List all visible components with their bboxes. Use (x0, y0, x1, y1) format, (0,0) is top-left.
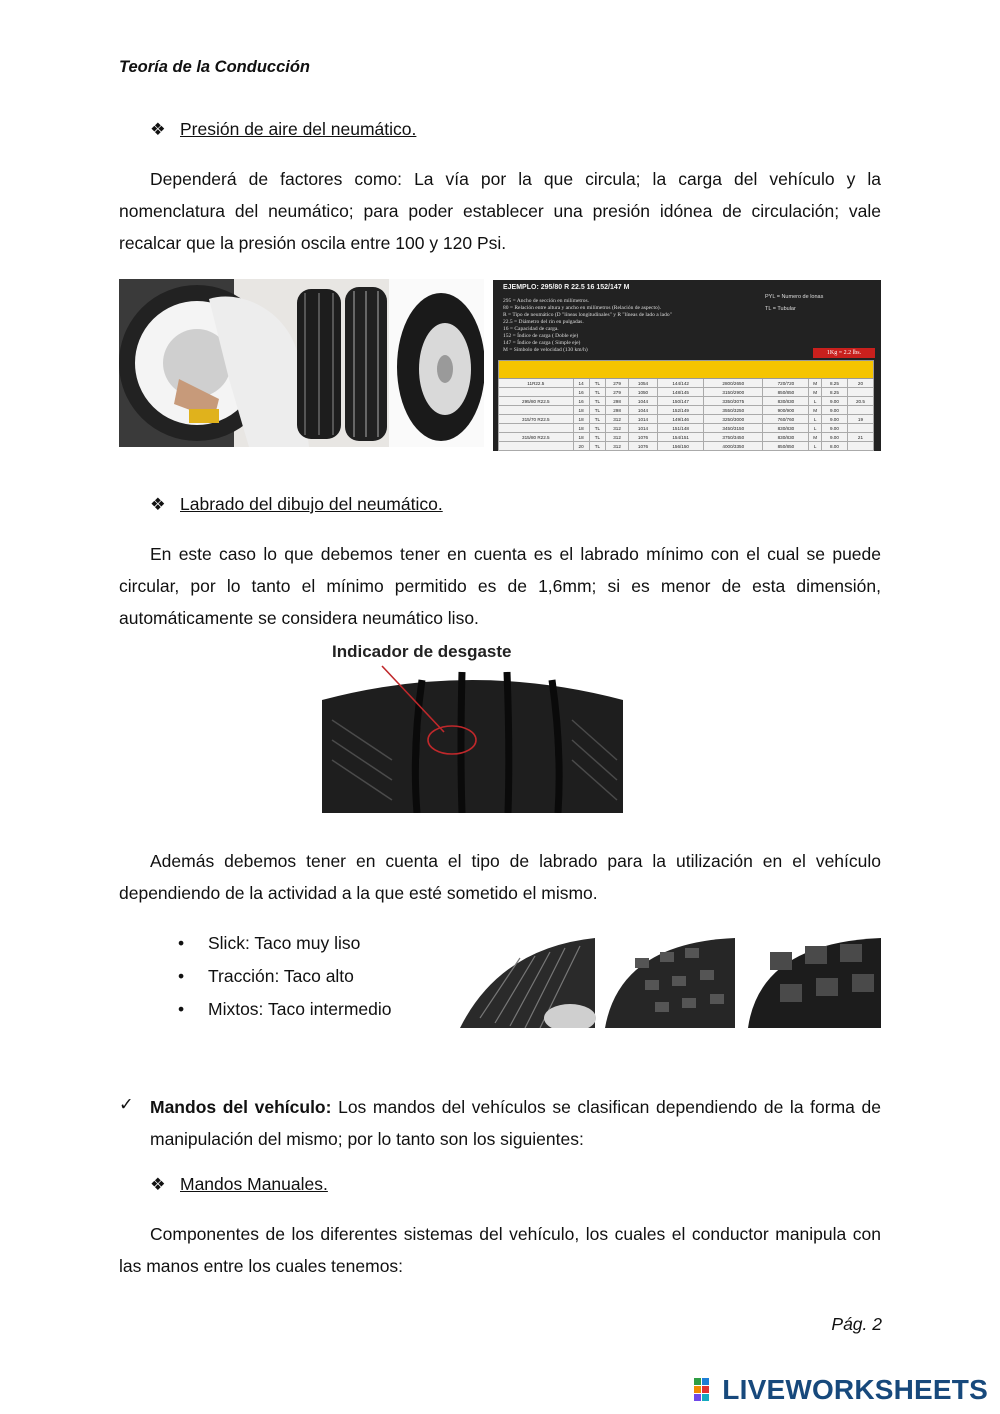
running-header: Teoría de la Conducción (119, 58, 310, 76)
list-item: • Slick: Taco muy liso (208, 927, 392, 960)
table-row (499, 433, 874, 442)
liveworksheets-brand[interactable] (694, 1374, 988, 1406)
tread-types-image (460, 938, 881, 1028)
table-cell: 830/830 (763, 397, 809, 406)
table-cell: 144/142 (658, 379, 704, 388)
table-cell: M (809, 388, 822, 397)
table-cell: M (809, 406, 822, 415)
table-cell: 20.5 (847, 397, 873, 406)
table-cell: 20 (847, 379, 873, 388)
table-cell: 3750/3450 (704, 433, 763, 442)
section-heading-pressure (150, 119, 416, 140)
table-cell: L (809, 397, 822, 406)
table-cell: TL (589, 397, 606, 406)
table-cell: 850/850 (763, 442, 809, 451)
table-cell: 152/149 (658, 406, 704, 415)
wear-indicator-image (322, 640, 623, 813)
example-label: EJEMPLO: 295/80 R 22.5 16 152/147 M (503, 284, 630, 291)
table-cell: 9.00 (821, 406, 847, 415)
conversion-badge: 1Kg = 2.2 lbs. (813, 348, 875, 358)
table-cell: 312 (606, 424, 629, 433)
tread-paragraph: En este caso lo que debemos tener en cuenta es el labrado mínimo con el cual se puede circular, por lo tanto el mínimo permitido es de 1,6mm; si es menor de esta dimensión, automáticamente se considera neumático liso. (119, 544, 881, 628)
table-cell: 850/850 (763, 388, 809, 397)
table-cell: 154/151 (658, 433, 704, 442)
table-cell: TL (589, 424, 606, 433)
table-cell (847, 406, 873, 415)
table-row (499, 388, 874, 397)
table-cell: 148/145 (658, 388, 704, 397)
heading-text: Labrado del dibujo del neumático. (180, 494, 443, 514)
check-mark-icon: ✓ (119, 1094, 134, 1114)
table-cell: 315/70 R22.5 (499, 415, 574, 424)
table-cell: 1044 (628, 397, 657, 406)
table-row (499, 424, 874, 433)
table-cell: 1076 (628, 433, 657, 442)
table-cell: 18 (573, 424, 589, 433)
table-cell: 150/147 (658, 397, 704, 406)
page-number: Pág. 2 (831, 1314, 882, 1334)
brand-name: LIVEWORKSHEETS (722, 1374, 988, 1405)
table-cell: 1014 (628, 415, 657, 424)
table-cell: 19 (847, 415, 873, 424)
section-heading-manual (150, 1174, 328, 1195)
table-cell: 830/830 (763, 433, 809, 442)
table-cell: L (809, 424, 822, 433)
table-cell (499, 406, 574, 415)
table-cell: 18 (573, 433, 589, 442)
four-diamond-bullet-icon: ❖ (150, 119, 166, 139)
table-cell: 3250/3000 (704, 415, 763, 424)
table-cell (499, 442, 574, 451)
table-cell: 900/900 (763, 406, 809, 415)
heading-text: Presión de aire del neumático. (180, 119, 417, 139)
table-cell: TL (589, 433, 606, 442)
pressure-paragraph: Dependerá de factores como: La vía por la que circula; la carga del vehículo y la nomenclatura del neumático; para poder establecer una presión idónea de circulación; vale recalcar que la presión oscila entre 100 y 120 Psi. (119, 169, 881, 253)
wear-indicator-caption: Indicador de desgaste (332, 642, 512, 661)
four-diamond-bullet-icon: ❖ (150, 1174, 166, 1194)
table-cell: 298 (606, 406, 629, 415)
four-diamond-bullet-icon: ❖ (150, 494, 166, 514)
table-cell: 1044 (628, 406, 657, 415)
table-cell: 312 (606, 415, 629, 424)
table-cell: 279 (606, 388, 629, 397)
controls-paragraph (150, 1091, 881, 1155)
list-item: • Mixtos: Taco intermedio (208, 993, 392, 1026)
table-cell: M (809, 433, 822, 442)
tread-type-paragraph: Además debemos tener en cuenta el tipo de labrado para la utilización en el vehículo dependiendo de la actividad a la que esté sometido el mismo. (119, 851, 881, 903)
table-cell: 3150/2900 (704, 388, 763, 397)
table-cell: 1050 (628, 388, 657, 397)
table-cell (847, 442, 873, 451)
table-cell: 9.00 (821, 415, 847, 424)
table-row (499, 379, 874, 388)
section-heading-tread (150, 494, 443, 515)
table-cell: 11R22.5 (499, 379, 574, 388)
table-cell: 298 (606, 397, 629, 406)
tread-type-list (208, 927, 392, 1026)
table-cell: 21 (847, 433, 873, 442)
table-cell: 149/146 (658, 415, 704, 424)
table-cell (847, 424, 873, 433)
table-cell: 20 (573, 442, 589, 451)
table-cell: M (809, 379, 822, 388)
table-cell: 3550/3250 (704, 406, 763, 415)
heading-text: Mandos Manuales. (180, 1174, 328, 1194)
table-cell: 16 (573, 388, 589, 397)
table-cell: TL (589, 406, 606, 415)
table-cell: 279 (606, 379, 629, 388)
table-cell: 3350/3075 (704, 397, 763, 406)
table-cell: 4000/3350 (704, 442, 763, 451)
table-cell: 315/80 R22.5 (499, 433, 574, 442)
table-cell: 14 (573, 379, 589, 388)
table-row (499, 397, 874, 406)
list-item: • Tracción: Taco alto (208, 960, 392, 993)
manual-controls-paragraph: Componentes de los diferentes sistemas del vehículo, los cuales el conductor manipula con las manos entre los cuales tenemos: (119, 1224, 881, 1276)
table-cell: 9.00 (821, 397, 847, 406)
controls-title: Mandos del vehículo: (150, 1097, 332, 1117)
table-cell: 295/80 R22.5 (499, 397, 574, 406)
note-tubular: TL = Tubular (765, 306, 796, 312)
table-cell: 760/760 (763, 415, 809, 424)
table-row (499, 442, 874, 451)
table-row (499, 406, 874, 415)
table-cell: L (809, 415, 822, 424)
table-cell: 8.00 (821, 442, 847, 451)
table-cell: 312 (606, 442, 629, 451)
tire-pressure-photo (119, 279, 484, 447)
table-cell (847, 388, 873, 397)
table-cell: 1014 (628, 424, 657, 433)
table-cell: TL (589, 442, 606, 451)
table-cell: 9.00 (821, 424, 847, 433)
table-cell: 156/150 (658, 442, 704, 451)
table-cell: 8.25 (821, 388, 847, 397)
table-cell: 1076 (628, 442, 657, 451)
table-cell (499, 424, 574, 433)
table-cell: 830/830 (763, 424, 809, 433)
table-cell: 720/720 (763, 379, 809, 388)
table-cell: 18 (573, 406, 589, 415)
table-cell: 3450/3150 (704, 424, 763, 433)
table-cell: L (809, 442, 822, 451)
table-cell: 312 (606, 433, 629, 442)
table-cell: 2800/2650 (704, 379, 763, 388)
table-cell: 1054 (628, 379, 657, 388)
tire-specification-table-image (493, 280, 881, 451)
controls-text: Los mandos del vehículos se clasifican dependiendo de la forma de manipulación del mismo; por lo tanto son los siguientes: (150, 1097, 881, 1149)
table-row (499, 415, 874, 424)
table-cell: 8.25 (821, 379, 847, 388)
nomenclature-lines: 295 = Ancho de sección en milímetros. 80 = Relación entre altura y ancho en milímetros (Relación de aspecto). R = Tipo de neumático (D "líneas longitudinales" y R "líneas de lado a lado" 22.5 = Diámetro del rin en pulgadas. 16 = Capacidad de carga. 152 = Índice de carga ( Doble eje) 147 = Índice de carga ( Simple eje) M = Símbolo de velocidad (130 km/h) (503, 298, 672, 353)
table-cell: 16 (573, 397, 589, 406)
table-cell: TL (589, 415, 606, 424)
table-cell (499, 388, 574, 397)
liveworksheets-logo-icon (694, 1378, 718, 1402)
table-cell: 9.00 (821, 433, 847, 442)
note-ply: PYL = Numero de lonas (765, 294, 824, 300)
table-cell: 18 (573, 415, 589, 424)
table-cell: TL (589, 388, 606, 397)
spec-table (498, 360, 874, 451)
table-cell: TL (589, 379, 606, 388)
table-cell: 151/148 (658, 424, 704, 433)
